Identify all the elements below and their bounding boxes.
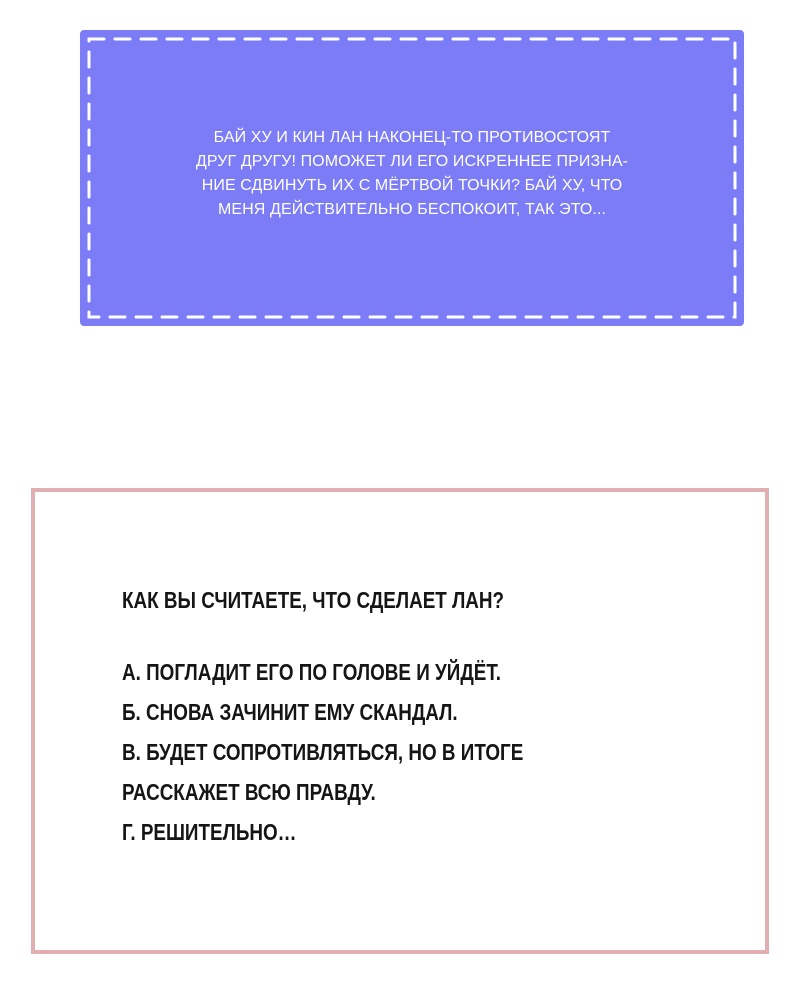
answer-option: Г. РЕШИТЕЛЬНО… (122, 819, 297, 845)
answer-option: В. БУДЕТ СОПРОТИВЛЯТЬСЯ, НО В ИТОГЕ (122, 739, 524, 765)
question-panel (31, 488, 769, 954)
answer-option: А. ПОГЛАДИТ ЕГО ПО ГОЛОВЕ И УЙДЁТ. (122, 659, 502, 685)
question-prompt: КАК ВЫ СЧИТАЕТЕ, ЧТО СДЕЛАЕТ ЛАН? (122, 587, 505, 613)
summary-text (120, 126, 704, 222)
summary-line: БАЙ ХУ И КИН ЛАН НАКОНЕЦ-ТО ПРОТИВОСТОЯТ (213, 129, 611, 146)
summary-line: НИЕ СДВИНУТЬ ИХ С МЁРТВОЙ ТОЧКИ? БАЙ ХУ, ЧТО (201, 177, 623, 194)
question-text (122, 580, 523, 852)
question-spacer (122, 620, 523, 652)
summary-panel (80, 30, 744, 326)
answer-option: РАССКАЖЕТ ВСЮ ПРАВДУ. (122, 779, 376, 805)
summary-line: МЕНЯ ДЕЙСТВИТЕЛЬНО БЕСПОКОИТ, ТАК ЭТО... (217, 201, 607, 218)
answer-option: Б. СНОВА ЗАЧИНИТ ЕМУ СКАНДАЛ. (122, 699, 458, 725)
summary-line: ДРУГ ДРУГУ! ПОМОЖЕТ ЛИ ЕГО ИСКРЕННЕЕ ПРИЗНА- (195, 153, 629, 170)
